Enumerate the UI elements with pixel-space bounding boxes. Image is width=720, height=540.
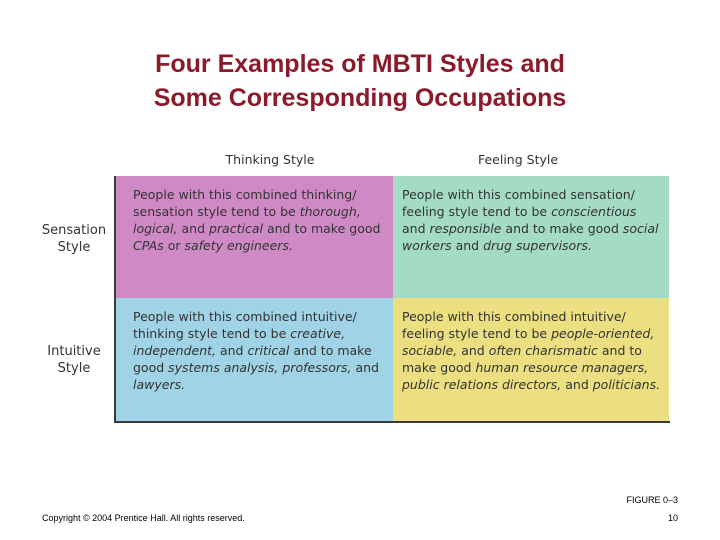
row-header-sensation-line-1: Sensation xyxy=(41,223,107,238)
sensation-thinking-text-segment: safety engineers. xyxy=(184,238,293,253)
cell-intuitive-feeling xyxy=(393,298,669,422)
row-header-intuitive-line-1: Intuitive xyxy=(47,344,101,359)
intuitive-thinking-text-segment: critical xyxy=(247,343,290,358)
sensation-thinking-text-segment: or xyxy=(163,238,185,253)
intuitive-feeling-text-segment: people-oriented, sociable, xyxy=(402,326,655,358)
intuitive-feeling-text-segment: and xyxy=(457,343,489,358)
row-header-intuitive-line-2: Style xyxy=(57,361,91,376)
sensation-thinking-text-segment: People with this combined thinking/ sensation style tend to be xyxy=(133,187,357,219)
grid-left-axis-line xyxy=(114,176,116,423)
intuitive-thinking-text-segment: and xyxy=(351,360,379,375)
sensation-thinking-text-segment: practical xyxy=(208,221,263,236)
cell-sensation-feeling xyxy=(393,176,669,298)
page-number: 10 xyxy=(667,513,678,523)
cell-sensation-thinking xyxy=(115,176,393,298)
sensation-feeling-text-segment: drug supervisors. xyxy=(483,238,592,253)
sensation-thinking-text-segment: thorough, logical, xyxy=(133,204,361,236)
intuitive-feeling-text-segment: politicians. xyxy=(592,377,661,392)
slide-title xyxy=(0,47,720,115)
sensation-feeling-text-segment: conscientious xyxy=(551,204,637,219)
sensation-feeling-text-segment: social workers xyxy=(402,221,659,253)
intuitive-thinking-text-segment: and xyxy=(216,343,248,358)
slide-title-line-2: Some Corresponding Occupations xyxy=(153,84,567,112)
intuitive-feeling-text-segment: often charismatic xyxy=(488,343,598,358)
intuitive-feeling-text-segment: and xyxy=(561,377,593,392)
intuitive-thinking-text-segment: creative, independent, xyxy=(133,326,346,358)
slide-title-line-1: Four Examples of MBTI Styles and xyxy=(155,50,565,78)
cell-intuitive-thinking xyxy=(115,298,393,422)
intuitive-thinking-text-segment: People with this combined intuitive/ thinking style tend to be xyxy=(133,309,357,341)
intuitive-feeling-text-segment: and to make good xyxy=(402,343,642,375)
copyright-notice: Copyright © 2004 Prentice Hall. All rights reserved. xyxy=(42,513,245,523)
sensation-feeling-text-segment: and xyxy=(402,221,430,236)
sensation-feeling-text-segment: People with this combined sensation/ feeling style tend to be xyxy=(402,187,635,219)
intuitive-thinking-text-segment: systems analysis, professors, xyxy=(168,360,352,375)
sensation-feeling-text-segment: and xyxy=(451,238,484,253)
column-header-feeling: Feeling Style xyxy=(477,152,559,167)
grid-bottom-axis-line xyxy=(114,421,670,423)
sensation-thinking-text-segment: and xyxy=(177,221,209,236)
sensation-feeling-text-segment: responsible xyxy=(429,221,502,236)
intuitive-feeling-text-segment: human resource managers, public relations directors, xyxy=(402,360,649,392)
row-header-intuitive xyxy=(38,343,110,377)
intuitive-feeling-text-segment: People with this combined intuitive/ feeling style tend to be xyxy=(402,309,626,341)
intuitive-thinking-text-segment: and to make good xyxy=(133,343,372,375)
sensation-thinking-text-segment: and to make good xyxy=(262,221,381,236)
sensation-feeling-text-segment: and to make good xyxy=(501,221,623,236)
column-header-thinking: Thinking Style xyxy=(225,152,315,167)
figure-label: FIGURE 0–3 xyxy=(626,495,678,505)
row-header-sensation xyxy=(38,222,110,256)
row-header-sensation-line-2: Style xyxy=(57,240,91,255)
sensation-thinking-text-segment: CPAs xyxy=(133,238,164,253)
intuitive-thinking-text-segment: lawyers. xyxy=(133,377,186,392)
